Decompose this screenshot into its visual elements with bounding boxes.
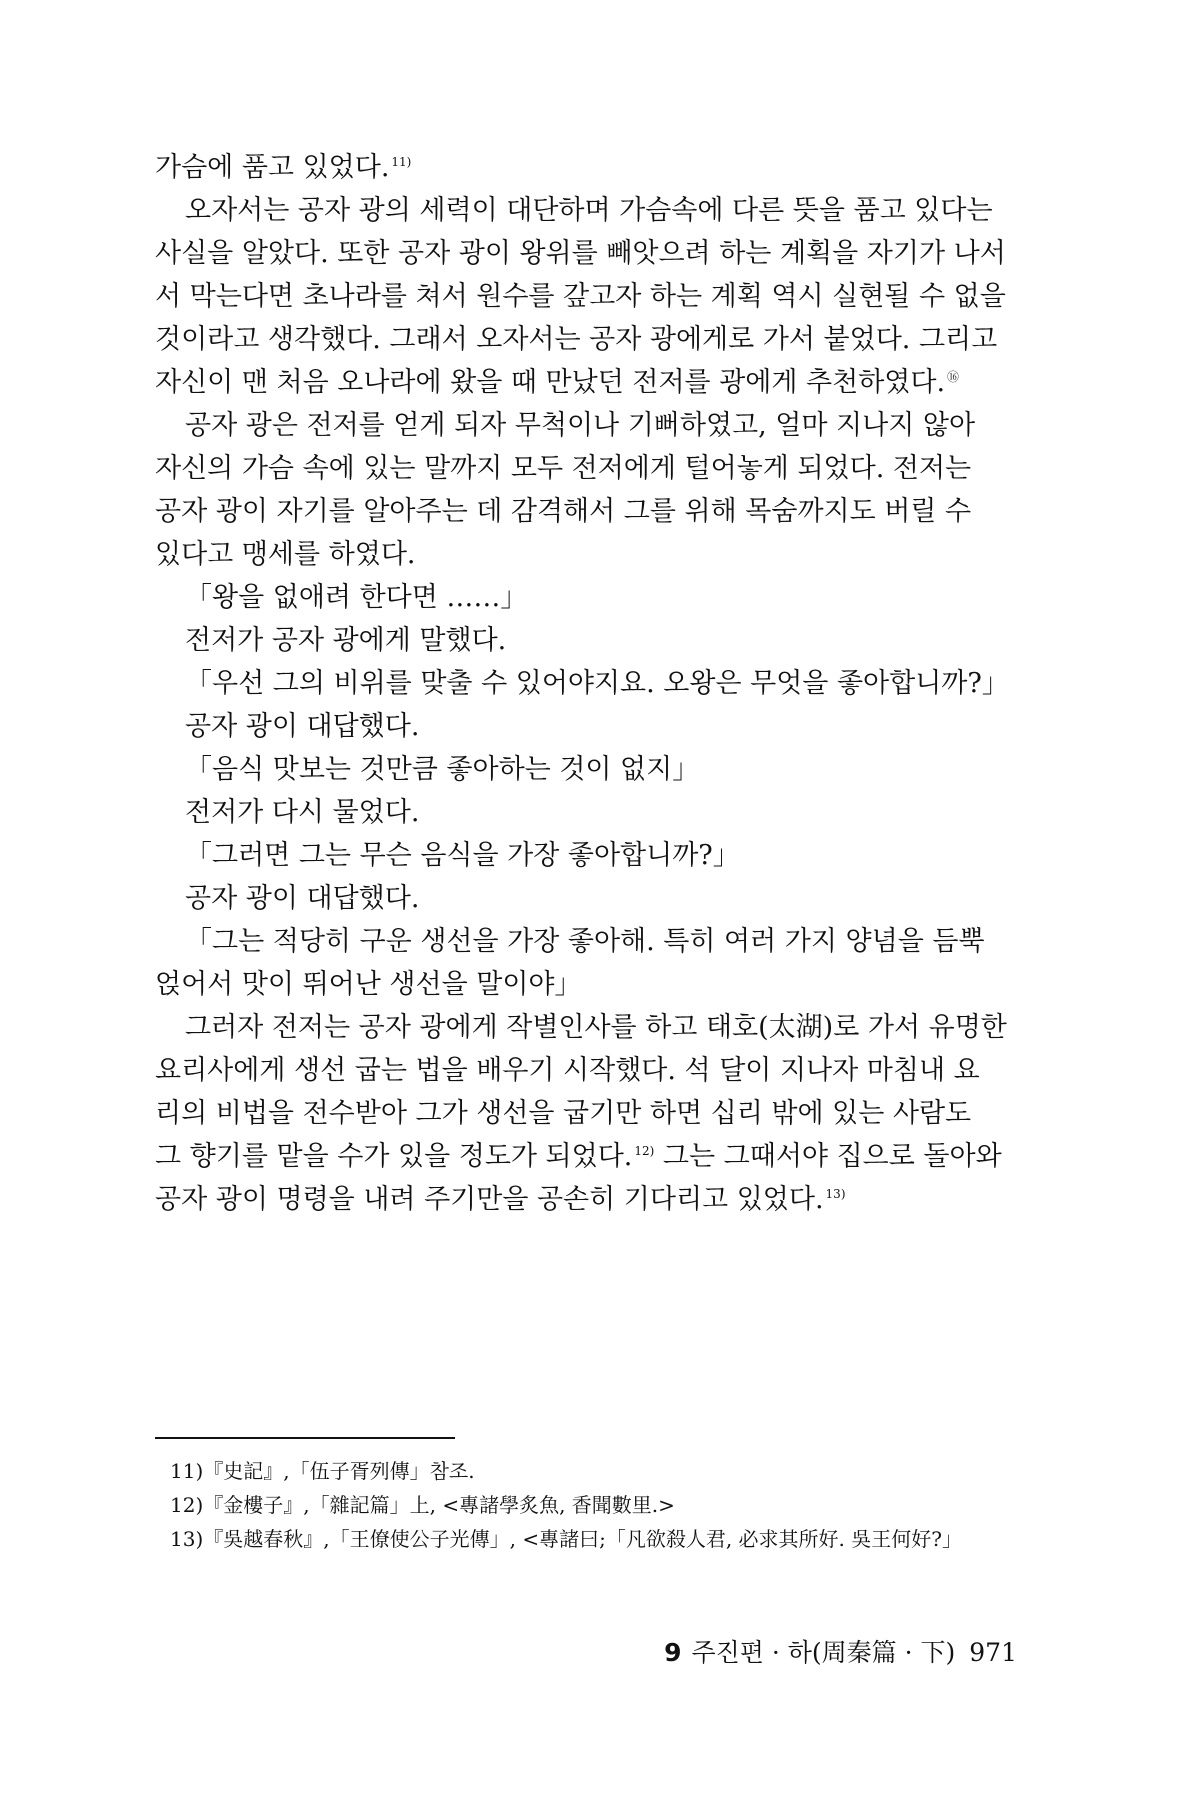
dialogue-line: 「왕을 없애려 한다면 ……」 — [185, 582, 528, 613]
body-line: 있다고 맹세를 하였다. — [155, 539, 416, 570]
footnote-11: 11)『史記』,「伍子胥列傳」참조. — [170, 1459, 475, 1483]
page-number: 971 — [969, 1638, 1017, 1667]
body-line: 공자 광이 명령을 내려 주기만을 공손히 기다리고 있었다. $^{13)}$ — [155, 1184, 846, 1215]
dialogue-line: 「그는 적당히 구운 생선을 가장 좋아해. 특히 여러 가지 양념을 듬뿍 — [185, 926, 985, 957]
footnote-ref: 11) — [391, 155, 412, 169]
body-line: 공자 광이 대답했다. — [185, 883, 420, 914]
body-line: 자신이 맨 처음 오나라에 왔을 때 만났던 전저를 광에게 추천하였다. ⑯ — [155, 367, 960, 398]
body-line: 리의 비법을 전수받아 그가 생선을 굽기만 하면 십리 밖에 있는 사람도 — [155, 1098, 972, 1129]
body-line: 공자 광이 대답했다. — [185, 711, 420, 742]
chapter-number: 9 — [664, 1638, 682, 1667]
body-line: 사실을 알았다. 또한 공자 광이 왕위를 빼앗으려 하는 계획을 자기가 나서 — [155, 238, 1006, 269]
body-line: 공자 광은 전저를 얻게 되자 무척이나 기뻐하였고, 얼마 지나지 않아 — [185, 410, 976, 441]
body-line: 오자서는 공자 광의 세력이 대단하며 가슴속에 다른 뜻을 품고 있다는 — [185, 195, 993, 226]
footnote-ref: ⑯ — [947, 370, 960, 384]
dialogue-line: 「음식 맛보는 것만큼 좋아하는 것이 없지」 — [185, 754, 700, 785]
body-line: 얹어서 맛이 뛰어난 생선을 말이야」 — [155, 969, 582, 1000]
body-line: 그 향기를 맡을 수가 있을 정도가 되었다. $^{12)}$ 그는 그때서야 집으로 돌아와 — [155, 1141, 1002, 1172]
body-line: 전저가 공자 광에게 말했다. — [185, 625, 507, 656]
footnote-divider — [155, 1437, 455, 1439]
body-line: 것이라고 생각했다. 그래서 오자서는 공자 광에게로 가서 붙었다. 그리고 — [155, 324, 998, 355]
dialogue-line: 「그러면 그는 무슨 음식을 가장 좋아합니까?」 — [185, 840, 740, 871]
body-line: 요리사에게 생선 굽는 법을 배우기 시작했다. 석 달이 지나자 마침내 요 — [155, 1055, 980, 1086]
body-line: 공자 광이 자기를 알아주는 데 감격해서 그를 위해 목숨까지도 버릴 수 — [155, 496, 972, 527]
dialogue-line: 「우선 그의 비위를 맞출 수 있어야지요. 오왕은 무엇을 좋아합니까?」 — [185, 668, 1009, 699]
footnote-12: 12)『金樓子』,「雜記篇」上, <專諸學炙魚, 香聞數里.> — [170, 1493, 675, 1517]
footnote-ref: 12) — [634, 1144, 655, 1158]
body-line: 그러자 전저는 공자 광에게 작별인사를 하고 태호(太湖)로 가서 유명한 — [185, 1012, 1007, 1043]
body-line: 전저가 다시 물었다. — [185, 797, 420, 828]
chapter-title: 주진편 · 하(周秦篇 · 下) — [691, 1638, 956, 1667]
body-line: 서 막는다면 초나라를 쳐서 원수를 갚고자 하는 계획 역시 실현될 수 없을 — [155, 281, 1006, 312]
page-footer — [664, 1635, 1017, 1671]
body-line: 자신의 가슴 속에 있는 말까지 모두 전저에게 털어놓게 되었다. 전저는 — [155, 453, 972, 484]
footnote-ref: 13) — [825, 1187, 846, 1201]
body-line: 가슴에 품고 있었다. $^{11)}$ — [155, 152, 412, 183]
footnote-13: 13)『吳越春秋』,「王僚使公子光傳」, <專諸曰;「凡欲殺人君, 必求其所好. 吳王何好?」 — [170, 1527, 962, 1551]
